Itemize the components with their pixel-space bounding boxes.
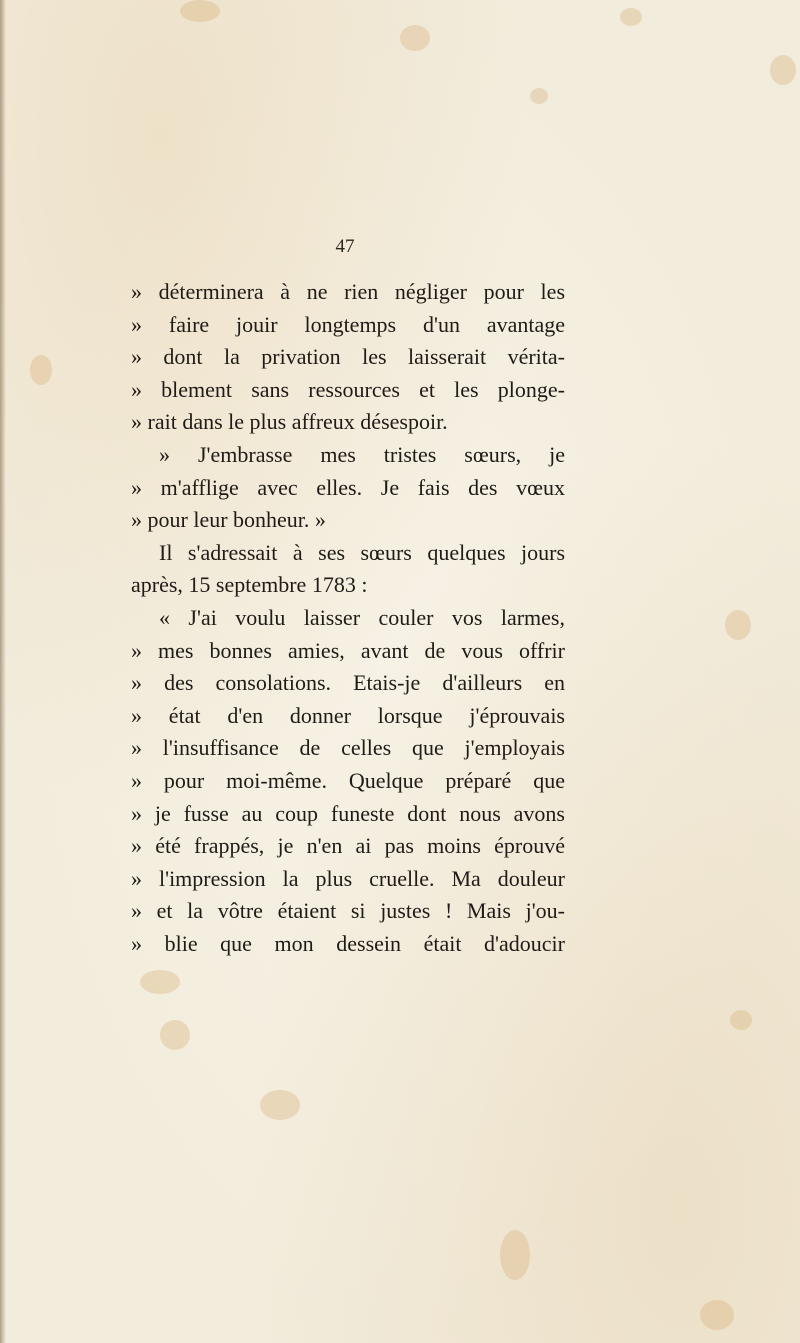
foxing-stain (260, 1090, 300, 1120)
text-line: » m'afflige avec elles. Je fais des vœux (131, 474, 565, 500)
text-line: » mes bonnes amies, avant de vous offrir (131, 637, 565, 663)
text-line: » blie que mon dessein était d'adoucir (131, 930, 565, 956)
foxing-stain (30, 355, 52, 385)
foxing-stain (140, 970, 180, 994)
foxing-stain (180, 0, 220, 22)
text-line: » pour moi-même. Quelque préparé que (131, 767, 565, 793)
text-line: après, 15 septembre 1783 : (131, 572, 368, 598)
text-line: » J'embrasse mes tristes sœurs, je (159, 441, 565, 467)
foxing-stain (620, 8, 642, 26)
text-line: « J'ai voulu laisser couler vos larmes, (159, 604, 565, 630)
foxing-stain (530, 88, 548, 104)
text-line: » et la vôtre étaient si justes ! Mais j'ou- (131, 898, 565, 924)
foxing-stain (400, 25, 430, 51)
text-line: » des consolations. Etais-je d'ailleurs en (131, 670, 565, 696)
foxing-stain (500, 1230, 530, 1280)
text-line: » l'impression la plus cruelle. Ma douleur (131, 865, 565, 891)
foxing-stain (725, 610, 751, 640)
text-line: » pour leur bonheur. » (131, 507, 326, 533)
foxing-stain (700, 1300, 734, 1330)
foxing-stain (160, 1020, 190, 1050)
text-line: » dont la privation les laisserait vérita- (131, 344, 565, 370)
page-number: 47 (335, 236, 355, 257)
page-spine-shadow (0, 0, 6, 1343)
text-line: » je fusse au coup funeste dont nous avons (131, 800, 565, 826)
text-line: » faire jouir longtemps d'un avantage (131, 311, 565, 337)
text-line: » l'insuffisance de celles que j'employais (131, 735, 565, 761)
text-line: » déterminera à ne rien négliger pour les (131, 279, 565, 304)
text-line: » blement sans ressources et les plonge- (131, 376, 565, 402)
foxing-stain (770, 55, 796, 85)
body-text (131, 276, 565, 960)
text-line: Il s'adressait à ses sœurs quelques jours (159, 539, 565, 565)
text-line: » été frappés, je n'en ai pas moins éprouvé (131, 833, 565, 859)
text-line: » état d'en donner lorsque j'éprouvais (131, 702, 565, 728)
foxing-stain (730, 1010, 752, 1030)
text-line: » rait dans le plus affreux désespoir. (131, 409, 448, 435)
